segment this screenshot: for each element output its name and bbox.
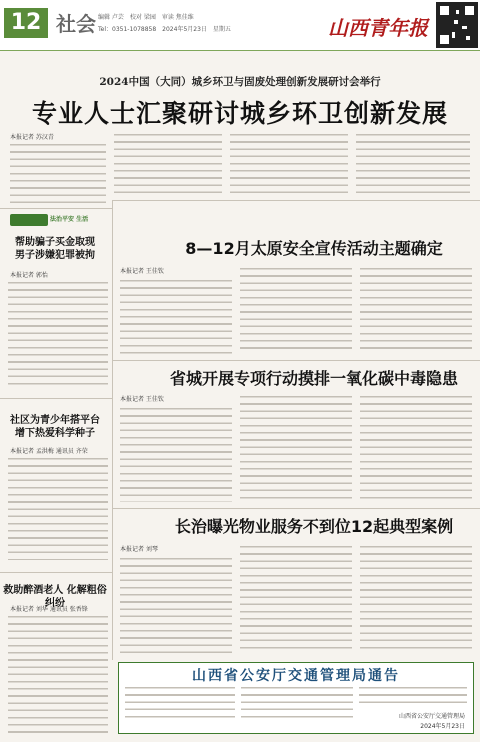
left-article-3-byline: 本报记者 刘华 通讯员 张香锋: [10, 606, 88, 613]
mid-article-3-body-col1: [120, 556, 232, 654]
header-rule: [0, 50, 480, 51]
left-article-1-byline: 本报记者 郭怡: [10, 272, 48, 279]
notice-body-col3: [359, 685, 467, 707]
mid-article-3-byline: 本报记者 刘琴: [120, 546, 158, 553]
mid-article-2-body-col1: [120, 406, 232, 502]
lead-body-col2: [114, 132, 222, 195]
newspaper-logo: 山西青年报: [328, 16, 428, 40]
lead-byline: 本报记者 苏汉青: [10, 134, 54, 141]
notice-signature: 山西省公安厅交通管理局: [398, 713, 465, 720]
left-article-2-body: [8, 456, 108, 560]
notice-title: 山西省公安厅交通管理局通告: [192, 668, 400, 684]
mid-article-2-body-col2: [240, 394, 352, 502]
mid-article-3-body-col3: [360, 544, 472, 654]
notice-body-col2: [241, 685, 353, 721]
left-article-1-headline: 帮助骗子买金取现 男子涉嫌犯罪被拘: [15, 237, 95, 261]
notice-date: 2024年5月23日: [420, 723, 465, 730]
section-tag-icon: [10, 214, 48, 226]
contact-line: Tel：0351-1078858 2024年5月23日 星期五: [98, 26, 231, 33]
mid-article-1-headline: 8—12月太原安全宣传活动主题确定: [185, 239, 443, 258]
section-name: 社会: [56, 12, 96, 36]
page-header: [0, 0, 480, 50]
lead-body-left: [10, 142, 106, 208]
left-article-2-byline: 本报记者 孟洪梅 通讯员 齐荣: [10, 448, 88, 455]
mid-article-1-body-col1: [120, 278, 232, 354]
mid-article-1-body-col3: [360, 266, 472, 354]
left-article-3-body: [8, 614, 108, 736]
section-tag: 法治平安 生活: [50, 216, 89, 223]
mid-article-1-body-col2: [240, 266, 352, 354]
left-article-3-headline: 救助醉酒老人 化解粗俗纠纷: [3, 585, 107, 609]
page-number: 12: [4, 8, 48, 38]
traffic-notice: [118, 662, 474, 734]
lead-body-col4: [356, 132, 470, 195]
mid-article-2-headline: 省城开展专项行动摸排一氧化碳中毒隐患: [169, 369, 458, 388]
left-article-2-headline: 社区为青少年搭平台 增下热爱科学种子: [10, 415, 100, 439]
left-article-1-body: [8, 280, 108, 390]
mid-article-2-byline: 本报记者 王佳钦: [120, 396, 164, 403]
mid-article-2-body-col3: [360, 394, 472, 502]
lead-headline: 专业人士汇聚研讨城乡环卫创新发展: [31, 99, 448, 128]
mid-article-3-body-col2: [240, 544, 352, 654]
lead-kicker: 2024中国（大同）城乡环卫与固废处理创新发展研讨会举行: [99, 76, 381, 88]
notice-body-col1: [125, 685, 235, 721]
mid-article-1-byline: 本报记者 王佳钦: [120, 268, 164, 275]
lead-body-col3: [230, 132, 348, 195]
qr-code-icon: [436, 2, 478, 48]
editor-line: 编辑 卢芸 校对 梁园 审读 焦佳维: [98, 14, 194, 21]
mid-article-3-headline: 长治曝光物业服务不到位12起典型案例: [174, 517, 454, 536]
